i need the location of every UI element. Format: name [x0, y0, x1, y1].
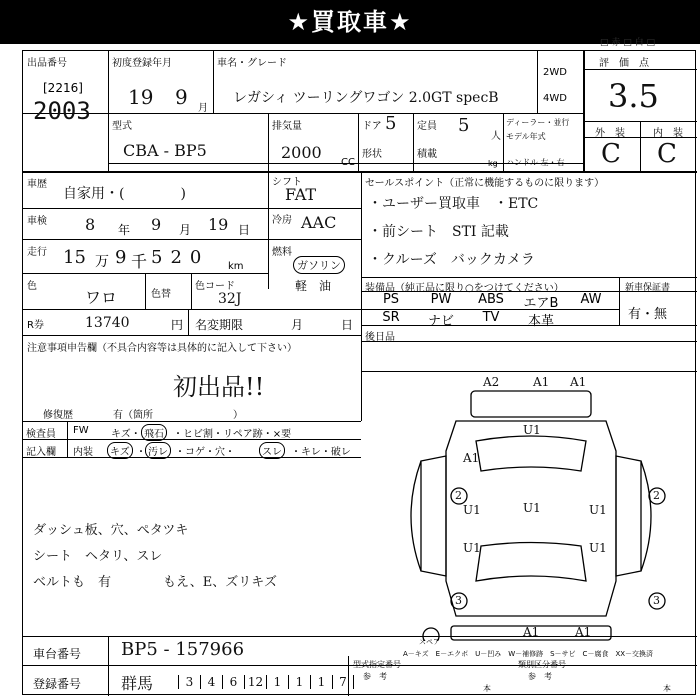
sales-label: セールスポイント（正常に機能するものに限ります） [365, 178, 605, 189]
color-label: 色 [27, 281, 37, 292]
row2-interior: 内装 [73, 447, 93, 458]
mileage-man-unit: 万 [95, 254, 109, 270]
handwritten-note-2: シート ヘタリ、スレ [33, 549, 163, 564]
color-value: ワロ [85, 288, 118, 307]
row1-scratch: キズ・ [111, 429, 141, 440]
history-value: 自家用・( ) [63, 186, 186, 202]
exterior-score: C [601, 139, 621, 169]
row2-rub: スレ [259, 442, 285, 459]
equip-pw: PW [430, 292, 452, 307]
model-year-label: モデル年式 [506, 132, 546, 141]
shape-label: 形状 [362, 149, 382, 160]
shaken-label: 車検 [27, 216, 47, 227]
load-label: 積載 [417, 149, 437, 160]
reg-month: 9 [175, 85, 188, 109]
displacement-value: 2000 [281, 143, 322, 162]
capacity-label: 定員 [417, 121, 437, 132]
repair-label: 修復歴 [43, 410, 73, 421]
wd-2: 2WD [543, 67, 567, 78]
mileage-rest: 520 [151, 247, 210, 268]
name-change-label: 名変期限 [195, 318, 244, 332]
lot-sub: [2216] [43, 81, 83, 95]
warranty-value: 有・無 [628, 307, 668, 322]
name-change-day: 日 [341, 318, 354, 332]
row1-fw: FW [73, 425, 89, 436]
mark-u1-rear: U1 [589, 541, 607, 555]
interior-label: 内 装 [653, 128, 683, 139]
row1-rest: ・ヒビ割・リペア跡・×要 [173, 429, 292, 440]
name-change-month: 月 [291, 318, 304, 332]
plate-digits [178, 675, 354, 689]
mark-a1-top-1: A1 [533, 375, 550, 389]
mark-u1-roof: U1 [523, 423, 541, 437]
plate-digit: 12 [244, 675, 266, 689]
plate-digit: 1 [310, 675, 332, 689]
shaken-day: 19 [208, 215, 229, 234]
mark-circle-3-left: 3 [455, 594, 462, 607]
handwritten-note-3: ベルトも 有 もえ、E、ズリキズ [33, 575, 278, 590]
mark-circle-2-right: 2 [653, 489, 660, 502]
plate-digit: 3 [178, 675, 200, 689]
equip-airbag: エアB [523, 296, 559, 311]
model-value: CBA - BP5 [123, 141, 207, 160]
plate-digit: 6 [222, 675, 244, 689]
shaken-year-unit: 年 [118, 223, 131, 237]
row2-scratch: キズ [107, 442, 133, 459]
plate-value: 群馬 [121, 674, 154, 693]
mileage-label: 走行 [27, 247, 47, 258]
wd-4: 4WD [543, 93, 567, 104]
mark-u1-hood: U1 [523, 501, 541, 515]
r-unit: 円 [171, 318, 184, 332]
name-value: レガシィ ツーリングワゴン 2.0GT specB [233, 90, 499, 106]
color-change-label: 色替 [151, 289, 171, 300]
plate-digit: 1 [288, 675, 310, 689]
auction-sheet [22, 50, 696, 695]
mark-a2: A2 [483, 375, 500, 389]
row2-sep: ・ [136, 447, 146, 458]
bottom-label-2: 参 考 [363, 672, 387, 681]
equipment-label: 装備品（純正品に限り○をつけてください） [365, 283, 564, 294]
r-label: R券 [27, 320, 44, 331]
load-unit: kg [488, 159, 498, 168]
plate-digit: 1 [266, 675, 288, 689]
row2-rest: ・キレ・破レ [291, 447, 351, 458]
score-value: 3.5 [608, 77, 659, 115]
door-label: ドア [362, 121, 382, 132]
reg-year: 19 [128, 85, 154, 109]
door-value: 5 [385, 113, 397, 134]
shaken-month: 9 [151, 215, 162, 234]
dealer-label: ディーラー・並行 [506, 118, 570, 127]
name-label: 車名・グレード [217, 58, 287, 69]
reg-month-unit: 月 [198, 103, 208, 114]
warranty-label: 新車保証書 [625, 283, 671, 293]
fuel-value: ガソリン [293, 256, 345, 274]
fuel-alt: 軽 油 [295, 279, 332, 293]
equip-leather: 本革 [527, 314, 554, 329]
bottom-label-5: 本 [483, 684, 491, 693]
post-item-label: 後日品 [365, 332, 395, 343]
color-code-label: 色コード [195, 281, 235, 292]
shaken-year: 8 [85, 215, 96, 234]
equip-abs: ABS [478, 292, 504, 307]
mark-a1-left: A1 [463, 451, 480, 465]
mark-a1-bottom-1: A1 [523, 625, 540, 639]
spare-label: スペア [419, 638, 440, 646]
sales-point-1: ・ユーザー買取車 ・ETC [368, 196, 539, 212]
bottom-label-4: 参 考 [528, 672, 552, 681]
lot-number: 2003 [33, 97, 91, 125]
mileage-unit: km [228, 261, 244, 272]
mark-circle-3-right: 3 [653, 594, 660, 607]
ac-label: 冷房 [272, 215, 292, 226]
plate-digit: 7 [332, 675, 354, 689]
displacement-unit: CC [341, 157, 355, 168]
mark-circle-2-left: 2 [455, 489, 462, 502]
sales-point-3: ・クルーズ バックカメラ [368, 252, 535, 268]
sales-point-2: ・前シート STI 記載 [368, 224, 509, 240]
inspector-label: 検査員 [26, 429, 56, 440]
notes-label: 注意事項申告欄（不具合内容等は具体的に記入して下さい） [27, 343, 297, 354]
history-label: 車歴 [27, 179, 47, 190]
displacement-label: 排気量 [272, 121, 302, 132]
reg-label: 初度登録年月 [112, 58, 172, 69]
row2-mid: ・コゲ・穴・ [175, 447, 235, 458]
mileage-sen-unit: 千 [131, 252, 148, 271]
mark-u1-left-door: U1 [463, 503, 481, 517]
handwritten-note-1: ダッシュ板、穴、ペタツキ [33, 523, 189, 538]
shaken-day-unit: 日 [238, 223, 251, 237]
capacity-value: 5 [458, 115, 470, 136]
r-value: 13740 [85, 315, 130, 331]
color-code-value: 32J [218, 291, 242, 307]
mark-u1-rear-2: U1 [463, 541, 481, 555]
mark-a1-bottom-2: A1 [575, 625, 592, 639]
repair-value: 有（箇所 ） [113, 410, 243, 421]
plate-digit: 4 [200, 675, 222, 689]
interior-score: C [657, 139, 677, 169]
bottom-label-6: 本 [663, 684, 671, 693]
model-label: 型式 [112, 121, 132, 132]
chassis-value: BP5 - 157966 [121, 639, 245, 660]
equip-ps: PS [382, 292, 400, 307]
mark-u1-right-door: U1 [589, 503, 607, 517]
equip-aw: AW [580, 292, 602, 307]
bottom-label-1: 型式指定番号 [353, 660, 401, 669]
corner-marks: □ 赤 □ 白 □ [600, 38, 655, 48]
row2-dirt: 汚レ [145, 442, 171, 459]
handle-label: ハンドル 左・右 [506, 158, 565, 167]
plate-label: 登録番号 [33, 677, 82, 691]
recorder-label: 記入欄 [26, 447, 56, 458]
row1-chip: 飛石 [141, 424, 167, 441]
sale-type-banner: ★買取車★ [0, 0, 700, 44]
mileage-man: 15 [63, 247, 86, 268]
score-label: 評 価 点 [599, 58, 649, 69]
capacity-unit: 人 [491, 131, 501, 142]
bottom-label-3: 類別区分番号 [518, 660, 566, 669]
mark-a1-top-2: A1 [570, 375, 587, 389]
shift-value: FAT [285, 185, 317, 204]
notes-value: 初出品!! [173, 373, 265, 401]
shift-label: シフト [272, 177, 302, 188]
equip-sr: SR [382, 310, 400, 325]
damage-legend: A－キズ E－エクボ U－凹み W－補修跡 S－サビ C－腐食 XX－交換済 [403, 650, 654, 658]
chassis-label: 車台番号 [33, 647, 82, 661]
exterior-label: 外 装 [595, 128, 625, 139]
lot-label: 出品番号 [27, 58, 67, 69]
shaken-month-unit: 月 [179, 223, 192, 237]
fuel-label: 燃料 [272, 247, 292, 258]
mileage-sen: 9 [115, 247, 127, 268]
equip-tv: TV [482, 310, 500, 325]
equip-navi: ナビ [427, 314, 454, 329]
ac-value: AAC [301, 213, 337, 232]
